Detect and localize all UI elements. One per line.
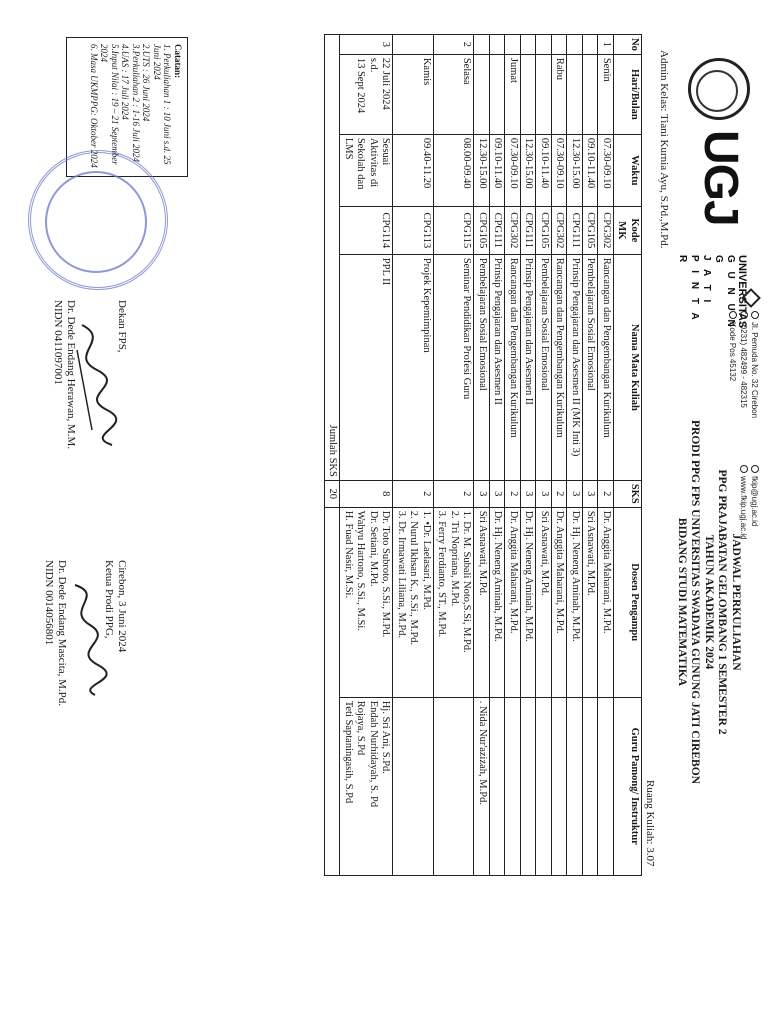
- cell-dosen: Dr. Anggita Maharani, M.Pd.: [505, 507, 521, 697]
- cell-nama: Pembelajaran Sosial Emosional: [536, 254, 552, 480]
- table-row: [490, 35, 506, 876]
- total-label: Jumlah SKS: [325, 35, 341, 481]
- cell-hari: Kamis: [393, 54, 434, 134]
- header-day: Hari/Bulan: [614, 54, 642, 134]
- table-body: [325, 35, 614, 876]
- cell-waktu: Sesuai Aktivitas di Sekolah dan LMS: [340, 134, 393, 206]
- room-label: Ruang Kuliah: 3.07: [644, 780, 656, 867]
- cell-no: 3: [340, 35, 393, 55]
- cell-hari: [583, 54, 599, 134]
- note-item: 3.Perkuliahan 2 : 1-16 Juli 2024: [131, 44, 141, 162]
- cell-nama: Pembelajaran Sosial Emosional: [583, 254, 599, 480]
- cell-kode: CPG105: [536, 206, 552, 254]
- email-icon: [751, 465, 759, 473]
- note-item: 6. Masa UKMPPG: Oktober 2024: [89, 44, 99, 168]
- website: www.fkip.ugj.ac.id: [739, 476, 748, 540]
- cell-guru: [536, 697, 552, 875]
- cell-sks: 2: [434, 480, 475, 507]
- place-date: Cirebon, 3 Juni 2024: [116, 560, 128, 653]
- notes-label: Catatan:: [173, 44, 183, 78]
- cell-waktu: 12.30-15.00: [567, 134, 583, 206]
- cell-waktu: 08.00-09.40: [434, 134, 475, 206]
- cell-guru: [552, 697, 568, 875]
- header-sks: SKS: [614, 480, 642, 507]
- table-row: [393, 35, 434, 876]
- cell-kode: CPG115: [434, 206, 475, 254]
- phone: (0231) 482499 - 482315: [739, 322, 748, 408]
- cell-kode: CPG113: [393, 206, 434, 254]
- cell-kode: CPG105: [583, 206, 599, 254]
- cell-dosen: Dr. Hj. Neneng Aminah, M.Pd.: [567, 507, 583, 697]
- cell-dosen: 1. •Dr. Laelasari, M.Pd. 2. Nurul Ikhsan K., S.Si., M.Pd. 3. Dr. Irmawati Liliana, M.Pd.: [393, 507, 434, 697]
- postal-code: Kode Pos 45132: [728, 322, 737, 382]
- cell-hari: 22 Juli 2024 s.d. 13 Sept 2024: [340, 54, 393, 134]
- address: Jl. Pemuda No. 32 Cirebon: [750, 322, 759, 419]
- cell-hari: [490, 54, 506, 134]
- cell-nama: Projek Kepemimpinan: [393, 254, 434, 480]
- table-row: [434, 35, 475, 876]
- cell-dosen: Dr. Anggita Maharani, M.Pd.: [552, 507, 568, 697]
- cell-waktu: 07.30-09.10: [505, 134, 521, 206]
- head-nidn: NIDN 0014056801: [43, 560, 55, 646]
- note-item: 5.Input Nilai : 19 – 21 September 2024: [99, 44, 120, 165]
- header-lecturer: Dosen Pengampu: [614, 507, 642, 697]
- cell-nama: Seminar Pendidikan Profesi Guru: [434, 254, 475, 480]
- cell-nama: Rancangan dan Pengembangan Kurikulum: [505, 254, 521, 480]
- cell-kode: CPG114: [340, 206, 393, 254]
- table-row: [474, 35, 490, 876]
- cell-nama: Pembelajaran Sosial Emosional: [474, 254, 490, 480]
- cell-kode: CPG302: [598, 206, 614, 254]
- table-row: [340, 35, 393, 876]
- cell-waktu: 12.30-15.00: [474, 134, 490, 206]
- cell-kode: CPG111: [567, 206, 583, 254]
- cell-guru: [393, 697, 434, 875]
- cell-hari: [521, 54, 537, 134]
- header-code: Kode MK: [614, 206, 642, 254]
- cell-dosen: Dr. Hj. Neneng Aminah, M.Pd.: [490, 507, 506, 697]
- cell-kode: CPG111: [521, 206, 537, 254]
- cell-sks: 3: [583, 480, 599, 507]
- header-no: No: [614, 35, 642, 55]
- cell-guru: [521, 697, 537, 875]
- ugj-logo: UGJ: [694, 130, 747, 226]
- cell-dosen: Dr. Anggita Maharani, M.Pd.: [598, 507, 614, 697]
- schedule-table: [324, 34, 642, 876]
- cell-guru: . Nida Nur'azizah, M.Pd.: [474, 697, 490, 875]
- cell-nama: Prinsip Pengajaran dan Asesmen II: [490, 254, 506, 480]
- cell-sks: 2: [393, 480, 434, 507]
- faculty-stamp: [28, 150, 168, 290]
- table-row: [552, 35, 568, 876]
- location-icon: [751, 311, 759, 319]
- table-header-row: [614, 35, 642, 876]
- dean-signature: [62, 320, 122, 450]
- cell-dosen: Sri Asnawati, M.Pd.: [536, 507, 552, 697]
- cell-waktu: 09.10-11.40: [490, 134, 506, 206]
- cell-nama: Prinsip Pengajaran dan Asesmen II: [521, 254, 537, 480]
- cell-nama: Rancangan dan Pengembangan Kurikulum: [552, 254, 568, 480]
- header-mentor: Guru Pamong/ Instruktur: [614, 697, 642, 875]
- cell-sks: 2: [505, 480, 521, 507]
- dean-role: Dekan FPS,: [116, 300, 128, 353]
- cell-sks: 8: [340, 480, 393, 507]
- cell-guru: [567, 697, 583, 875]
- head-signature-block: [42, 560, 128, 706]
- cell-no: 2: [434, 35, 475, 55]
- head-signature: [60, 580, 110, 700]
- cell-no: [521, 35, 537, 55]
- table-row: [567, 35, 583, 876]
- note-item: 4.UAS : 17 Juli 2024: [120, 44, 131, 120]
- table-row: [583, 35, 599, 876]
- cell-no: [505, 35, 521, 55]
- header-time: Waktu: [614, 134, 642, 206]
- cell-waktu: 07.30-09.10: [598, 134, 614, 206]
- cell-waktu: 12.30-15.00: [521, 134, 537, 206]
- cell-hari: Selasa: [434, 54, 475, 134]
- cell-guru: Hj. Sri Ani, S.Pd. Endah Nurhidayah, S. Pd Rojaya, S.Pd Teti Saptaningasih, S.Pd: [340, 697, 393, 875]
- total-row: [325, 35, 341, 876]
- cell-sks: 3: [567, 480, 583, 507]
- dean-nidn: NIDN 0411097001: [52, 300, 64, 385]
- total-empty: [325, 507, 341, 875]
- cell-no: 1: [598, 35, 614, 55]
- motto: P I N T A R: [677, 255, 700, 323]
- cell-no: [567, 35, 583, 55]
- cell-no: [552, 35, 568, 55]
- cell-guru: [583, 697, 599, 875]
- cell-dosen: 1. Dr. M. Subali Noto,S.Si, M.Pd. 2. Tri Nopriana, M.Pd. 3. Ferry Ferdianto, ST., M.Pd.: [434, 507, 475, 697]
- head-role: Ketua Prodi PPG,: [103, 560, 115, 639]
- class-admin: Admin Kelas: Tiani Kurnia Ayu, S.Pd.,M.Pd.: [658, 50, 670, 249]
- document-title: JADWAL PERKULIAHAN PPG PRAJABATAN GELOMBANG 1 SEMESTER 2 TAHUN AKADEMIK 2024 PRODI PPG FPS UNIVERSITAS SWADAYA GUNUNG JATI CIREBON BIDANG STUDI MATEMATIKA: [676, 420, 742, 784]
- cell-dosen: Dr. Toto Subroto, S.Si., M.Pd. Dr. Setiani, M.Pd. Wahyu Hartono, S.Si., M.Si. H. Fuad Nasir, M.Si.: [340, 507, 393, 697]
- cell-hari: Senin: [598, 54, 614, 134]
- cell-dosen: Sri Asnawati, M.Pd.: [583, 507, 599, 697]
- cell-nama: Prinsip Pengajaran dan Asesmen II (MK Inti 3): [567, 254, 583, 480]
- cell-waktu: 09.10-11.40: [583, 134, 599, 206]
- cell-guru: [598, 697, 614, 875]
- cell-guru: [490, 697, 506, 875]
- table-row: [598, 35, 614, 876]
- email: fkip@ugj.ac.id: [750, 476, 759, 527]
- cell-no: [583, 35, 599, 55]
- cell-dosen: Sri Asnawati, M.Pd.: [474, 507, 490, 697]
- cell-sks: 3: [536, 480, 552, 507]
- cell-guru: [505, 697, 521, 875]
- cell-sks: 3: [474, 480, 490, 507]
- cell-sks: 2: [552, 480, 568, 507]
- cell-no: [490, 35, 506, 55]
- cell-sks: 2: [598, 480, 614, 507]
- total-sks: 20: [325, 480, 341, 507]
- header-course: Nama Mata Kuliah: [614, 254, 642, 480]
- cell-waktu: 09.40-11.20: [393, 134, 434, 206]
- table-row: [536, 35, 552, 876]
- university-name: UNIVERSITAS G U N U N G J A T I P I N T A R: [676, 255, 748, 335]
- cell-no: [474, 35, 490, 55]
- cell-sks: 3: [521, 480, 537, 507]
- cell-nama: Rancangan dan Pengembangan Kurikulum: [598, 254, 614, 480]
- cell-waktu: 07.30-09.10: [552, 134, 568, 206]
- cell-no: [536, 35, 552, 55]
- cell-dosen: Dr. Hj. Neneng Aminah, M.Pd.: [521, 507, 537, 697]
- cell-kode: CPG302: [505, 206, 521, 254]
- cell-hari: [536, 54, 552, 134]
- head-name: Dr. Dede Endang Mascita, M.Pd.: [56, 560, 68, 707]
- cell-no: [393, 35, 434, 55]
- cell-hari: Rabu: [552, 54, 568, 134]
- cell-hari: [474, 54, 490, 134]
- cell-guru: [434, 697, 475, 875]
- note-item: 1. Perkuliahan 1 : 10 Juni s.d. 25 Juni 2024: [152, 44, 173, 165]
- cell-sks: 3: [490, 480, 506, 507]
- dean-signature-block: [51, 300, 128, 449]
- note-item: 2.UTS : 26 Juni 2024: [141, 44, 152, 122]
- cell-kode: CPG302: [552, 206, 568, 254]
- cell-nama: PPL II: [340, 254, 393, 480]
- table-row: [505, 35, 521, 876]
- cell-kode: CPG105: [474, 206, 490, 254]
- dean-name: Dr. Dede Endang Herawan, M.M.: [65, 300, 77, 450]
- cell-kode: CPG111: [490, 206, 506, 254]
- cell-waktu: 09.10-11.40: [536, 134, 552, 206]
- cell-hari: Jumat: [505, 54, 521, 134]
- table-row: [521, 35, 537, 876]
- cell-hari: [567, 54, 583, 134]
